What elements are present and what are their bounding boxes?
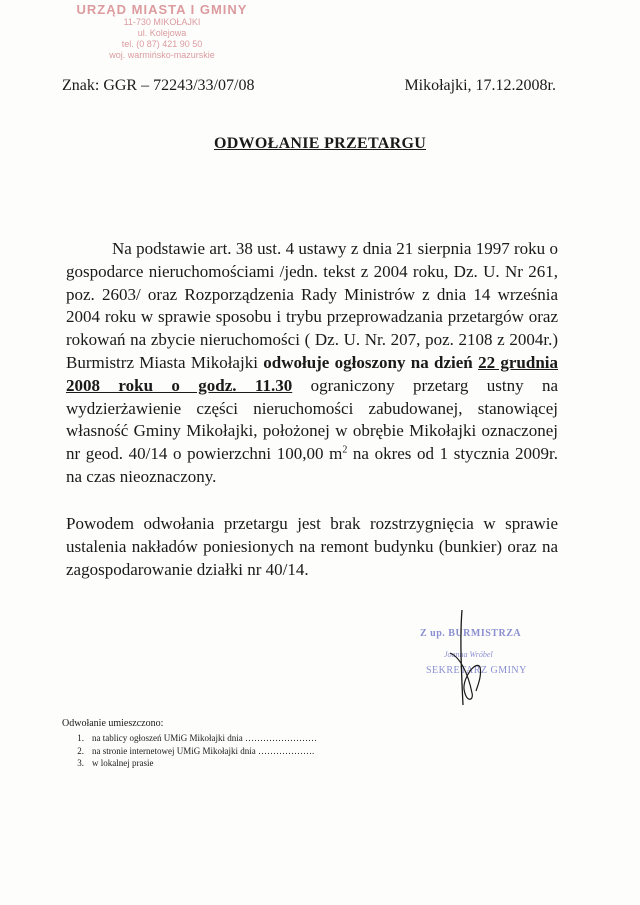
p1-text-a: Na podstawie art. 38 ust. 4 ustawy z dnia 21 sierpnia 1997 roku o gospodarce nieruchomościami /jedn. tekst z 2004 roku, Dz. U. Nr 261, poz. 2603/ oraz Rozporządzenia Rady Ministrów z dnia 14 września 2004 roku w sprawie sposobu i trybu przeprowadzania przetargów oraz rokowań na zbycie nieruchomości ( Dz. U. Nr. 207, poz. 2108 z 2004r.) Burmistrz Miasta Mikołajki [66,239,558,372]
document-title: ODWOŁANIE PRZETARGU [213,135,427,152]
placement-heading: Odwołanie umieszczono: [62,718,164,729]
stamp-line-2: 11-730 MIKOŁAJKI [123,17,201,27]
p1-bold-text: odwołuje ogłoszony na dzień [263,352,473,372]
office-stamp [62,2,262,61]
list-item: 2. na stronie internetowej UMiG Mikołajki dnia ………………. [77,745,315,756]
signature-stamp [420,605,580,715]
p1-text-c: na okres od 1 stycznia 2009r. na czas nieoznaczony. [66,444,558,486]
reference-number: Znak: GGR – 72243/33/07/08 [62,77,255,94]
signature-name: Joanna Wróbel [444,650,493,659]
stamp-line-3: ul. Kolejowa [137,28,187,38]
placement-list [62,732,317,770]
p1-text-b: ograniczony przetarg ustny na wydzierżawienie części nieruchomości zabudowanej, stanowiącej własność Gminy Mikołajki, położonej w obrębie Mikołajki oznaczonej nr geod. 40/14 o powierzchni 100,00 m [66,375,558,464]
list-item: 1. na tablicy ogłoszeń UMiG Mikołajki dnia …………………… [77,733,317,743]
signature-line-3: SEKRETARZ GMINY [426,665,527,676]
stamp-line-5: woj. warmińsko-mazurskie [109,50,215,60]
place-date: Mikołajki, 17.12.2008r. [404,77,556,94]
reason-paragraph: Powodem odwołania przetargu jest brak rozstrzygnięcia w sprawie ustalenia nakładów poniesionych na remont budynku (bunkier) oraz na zagospodarowanie działki nr 40/14. [66,514,558,579]
signature-line-1: Z up. BURMISTRZA [420,628,522,639]
stamp-line-1: URZĄD MIASTA I GMINY [76,2,248,17]
handwritten-signature [420,605,580,715]
list-item: 3. w lokalnej prasie [77,758,154,768]
stamp-line-4: tel. (0 87) 421 90 50 [121,39,203,49]
area-unit-superscript: 2 [342,444,348,456]
p1-date-highlight: 22 grudnia 2008 roku o godz. 11.30 [66,352,559,395]
main-paragraph [66,238,558,489]
